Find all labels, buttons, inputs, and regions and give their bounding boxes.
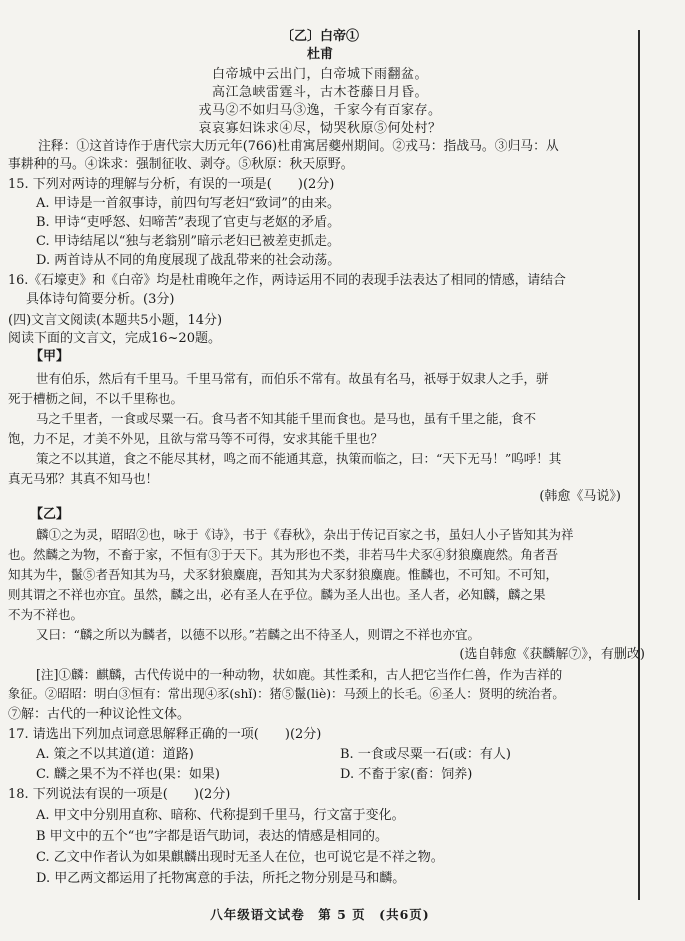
section-4-intro: 阅读下面的文言文，完成16~20题。 (8, 331, 221, 346)
jia-p2-line-1: 马之千里者，一食或尽粟一石。食马者不知其能千里而食也。是马也，虽有千里之能，食不 (36, 411, 537, 426)
question-17: 17. 请选出下列加点词意思解释正确的一项( )(2分) (8, 727, 322, 742)
question-16-line-2: 具体诗句简要分析。(3分) (26, 292, 175, 307)
yi-p1-line-4: 则其谓之不祥也亦宜。虽然，麟之出，必有圣人在乎位。麟为圣人出也。圣人者，必知麟，麟之果 (8, 587, 546, 602)
jia-p3-line-1: 策之不以其道，食之不能尽其材，鸣之而不能通其意，执策而临之，曰：“天下无马！”呜呼！其 (36, 451, 562, 466)
yi-source: (选自韩愈《获麟解⑦》，有删改) (459, 647, 645, 662)
question-16-line-1: 16.《石壕吏》和《白帝》均是杜甫晚年之作，两诗运用不同的表现手法表达了相同的情感，请结合 (8, 273, 566, 288)
yi-p2: 又曰：“麟之所以为麟者，以德不以形。”若麟之出不待圣人，则谓之不祥也亦宜。 (36, 627, 481, 642)
margin-rule (638, 30, 640, 900)
poem-line-3: 戎马②不如归马③逸，千家今有百家存。 (198, 103, 442, 118)
question-15-option-c: C. 甲诗结尾以“独与老翁别”暗示老妇已被差吏抓走。 (36, 234, 341, 249)
question-18-option-c: C. 乙文中作者认为如果麒麟出现时无圣人在位，也可说它是不祥之物。 (36, 850, 444, 865)
poem-line-4: 哀哀寡妇诛求④尽，恸哭秋原⑤何处村？ (198, 121, 442, 136)
section-4-title: (四)文言文阅读(本题共5小题，14分) (8, 313, 223, 328)
jia-p2-line-2: 饱，力不足，才美不外见，且欲与常马等不可得，安求其能千里也？ (8, 431, 384, 446)
poem-notes-line-2: 事耕种的马。④诛求：强制征收、剥夺。⑤秋原：秋天原野。 (8, 157, 354, 172)
passage-jia-label: 【甲】 (30, 349, 70, 364)
poem-notes-line-1: 注释：①这首诗作于唐代宗大历元年(766)杜甫寓居夔州期间。②戎马：指战马。③归马：从 (38, 139, 559, 154)
jia-source: (韩愈《马说》) (539, 489, 621, 504)
question-17-option-c: C. 麟之果不为不祥也(果：如果) (36, 767, 220, 782)
page-footer: 八年级语文试卷 第 5 页 (共6页) (210, 907, 430, 922)
notes-2-line-1: [注]①麟：麒麟，古代传说中的一种动物，状如鹿。其性柔和，古人把它当作仁兽，作为吉祥的 (36, 667, 563, 682)
question-15-option-d: D. 两首诗从不同的角度展现了战乱带来的社会动荡。 (36, 253, 341, 268)
question-17-option-d: D. 不畜于家(畜：饲养) (340, 767, 473, 782)
poem-title: 〔乙〕白帝① (280, 29, 359, 44)
question-15: 15. 下列对两诗的理解与分析，有误的一项是( )(2分) (8, 177, 335, 192)
notes-2-line-3: ⑦解：古代的一种议论性文体。 (8, 707, 191, 722)
passage-yi-label: 【乙】 (30, 507, 70, 522)
question-15-option-a: A. 甲诗是一首叙事诗，前四句写老妇“致词”的由来。 (36, 196, 340, 211)
yi-p1-line-3: 知其为牛，鬣⑤者吾知其为马，犬豕豺狼麋鹿，吾知其为犬豕豺狼麋鹿。惟麟也，不可知。不可知， (8, 567, 559, 582)
notes-2-line-2: 象征。②昭昭：明白③恒有：常出现④豕(shǐ)：猪⑤鬣(liè)：马颈上的长毛。⑥圣人：贤明的统治者。 (8, 687, 565, 701)
question-15-option-b: B. 甲诗“吏呼怒、妇啼苦”表现了官吏与老妪的矛盾。 (36, 215, 341, 230)
jia-p3-line-2: 真无马邪？其真不知马也！ (8, 471, 159, 486)
question-18: 18. 下列说法有误的一项是( )(2分) (8, 787, 231, 802)
poem-line-1: 白帝城中云出门，白帝城下雨翻盆。 (211, 67, 428, 82)
question-18-option-d: D. 甲乙两文都运用了托物寓意的手法，所托之物分别是马和麟。 (36, 871, 406, 886)
question-17-option-b: B. 一食或尽粟一石(或：有人) (340, 747, 511, 762)
yi-p1-line-5: 不为不祥也。 (8, 607, 84, 622)
jia-p1-line-2: 死于槽枥之间，不以千里称也。 (8, 391, 184, 406)
question-18-option-b: B 甲文中的五个“也”字都是语气助词，表达的情感是相同的。 (36, 829, 388, 844)
poem-line-2: 高江急峡雷霆斗，古木苍藤日月昏。 (211, 85, 428, 100)
yi-p1-line-1: 麟①之为灵，昭昭②也，咏于《诗》，书于《春秋》，杂出于传记百家之书，虽妇人小子皆知其为祥 (36, 527, 574, 542)
poem-author: 杜甫 (306, 47, 333, 62)
question-18-option-a: A. 甲文中分别用直称、暗称、代称提到千里马，行文富于变化。 (36, 808, 405, 823)
question-17-option-a: A. 策之不以其道(道：道路) (36, 747, 194, 762)
yi-p1-line-2: 也。然麟之为物，不畜于家，不恒有③于天下。其为形也不类，非若马牛犬豕④豺狼麋鹿然。角者吾 (8, 547, 559, 562)
jia-p1-line-1: 世有伯乐，然后有千里马。千里马常有，而伯乐不常有。故虽有名马，祇辱于奴隶人之手，骈 (36, 371, 549, 386)
